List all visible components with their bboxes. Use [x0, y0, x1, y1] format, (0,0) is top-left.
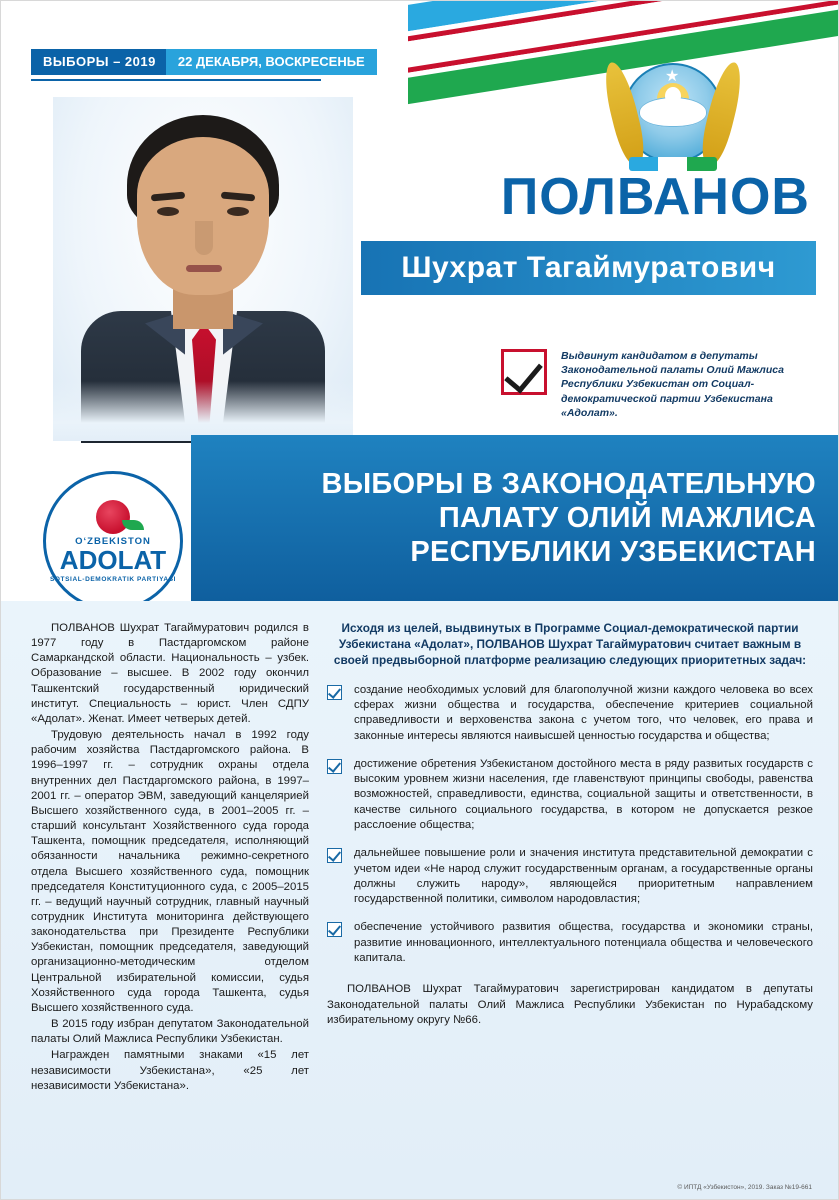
- platform-task-text: достижение обретения Узбекистаном достойного места в ряду развитых государств с высоким уровнем жизни населения, где главенствуют принципы свободы, равенства возможностей, справедливости, единства, социальной защиты и ответственности, в качестве сильного социального государства, в котором не допускается резкое расслоение общества;: [354, 757, 813, 832]
- candidate-surname: ПОЛВАНОВ: [500, 168, 810, 226]
- biography-paragraph: Награжден памятными знаками «15 лет независимости Узбекистана», «25 лет независимости Узбекистана».: [31, 1049, 309, 1092]
- biography-column: [31, 621, 309, 1095]
- election-date-label: 22 ДЕКАБРЯ, ВОСКРЕСЕНЬЕ: [166, 49, 377, 75]
- imprint-text: © ИПТД «Узбекистон», 2019. Заказ №19-661: [677, 1184, 812, 1191]
- platform-task-item: [327, 683, 813, 744]
- date-bar-underline: [31, 79, 321, 81]
- platform-task-text: создание необходимых условий для благополучной жизни каждого человека во всех сферах жизни общества и государства, обеспечение критериев социальной справедливости и верховенства закона с учетом того, что человек, его права и законные интересы являются наивысшей ценностью государства и общества;: [354, 683, 813, 742]
- checkmark-icon: [327, 685, 342, 700]
- checkmark-icon: [327, 848, 342, 863]
- platform-lead-text: Исходя из целей, выдвинутых в Программе Социал-демократической партии Узбекистана «Адолат», ПОЛВАНОВ Шухрат Тагаймуратович считает важным в своей предвыборной платформе реализацию следующих приоритетных задач:: [333, 621, 807, 667]
- main-banner: [191, 435, 839, 601]
- biography-paragraph: ПОЛВАНОВ Шухрат Тагаймуратович родился в 1977 году в Пастдаргомском районе Самаркандской области. Национальность – узбек. Образование – высшее. В 2002 году окончил Ташкентский государственный юридический институт. Специальность – юрист. Член СДПУ «Адолат». Женат. Имеет четверых детей.: [31, 622, 309, 725]
- rose-icon: [96, 500, 130, 534]
- ballot-checkmark-icon: [501, 349, 547, 395]
- party-name-label: ADOLAT: [59, 544, 167, 575]
- platform-column: [327, 621, 813, 1028]
- registration-statement: ПОЛВАНОВ Шухрат Тагаймуратович зарегистрирован кандидатом в депутаты Законодательной палаты Олий Мажлиса Республики Узбекистан по Нурабадскому избирательному округу №66.: [327, 983, 813, 1026]
- biography-paragraph: Трудовую деятельность начал в 1992 году рабочим хозяйства Пастдаргомского района. В 1996–1997 гг. – сотрудник охраны отдела внутренних дел Пастдаргомского района, в 1997–2001 гг. – оператор ЭВМ, заведующий канцелярией Высшего хозяйственного суда, в 2001–2005 гг. – старший консультант Хозяйственного суда города Ташкента, помощник председателя, исполняющий обязанности начальника режимно-секретного отдела Высшего хозяйственного суда, помощник председателя Конституционного суда, с 2005–2015 гг. – ведущий научный сотрудник, главный научный сотрудник Института мониторинга действующего законодательства при Президенте Республики Узбекистан, помощник председателя, заведующий организационно-методическим отделом Центральной избирательной комиссии, судья Хозяйственного суда города Ташкента, судья Высшего хозяйственного суда.: [31, 729, 309, 1014]
- platform-task-text: дальнейшее повышение роли и значения института представительной демократии с учетом идеи «Не народ служит государственным органам, а государственные органы должны служить народу», являющейся приоритетным направлением государственной политики, символом народовластия;: [354, 847, 813, 906]
- candidate-photo: [53, 97, 353, 441]
- checkmark-icon: [327, 759, 342, 774]
- elections-label: ВЫБОРЫ – 2019: [31, 49, 166, 75]
- party-logo-adolat: [43, 471, 183, 611]
- candidate-firstname-bar: [361, 241, 816, 295]
- party-subtitle-label: SOTSIAL-DEMOKRATIK PARTIYASI: [49, 575, 177, 583]
- party-country-label: O‘ZBEKISTON: [75, 535, 151, 547]
- election-date-bar: [31, 49, 377, 75]
- banner-line-1: ВЫБОРЫ В ЗАКОНОДАТЕЛЬНУЮ: [321, 467, 816, 500]
- platform-task-item: [327, 920, 813, 966]
- platform-task-text: обеспечение устойчивого развития общества, государства и экономики страны, развитие инновационного, интеллектуального потенциала общества и человеческого капитала.: [354, 921, 813, 964]
- nomination-block: [501, 349, 819, 420]
- biography-paragraph: В 2015 году избран депутатом Законодательной палаты Олий Мажлиса Республики Узбекистан.: [31, 1018, 309, 1046]
- banner-line-3: РЕСПУБЛИКИ УЗБЕКИСТАН: [410, 536, 816, 569]
- banner-line-2: ПАЛАТУ ОЛИЙ МАЖЛИСА: [438, 501, 816, 534]
- checkmark-icon: [327, 922, 342, 937]
- nomination-text: Выдвинут кандидатом в депутаты Законодательной палаты Олий Мажлиса Республики Узбекистан от Социал-демократической партии Узбекистана «Адолат».: [561, 350, 784, 419]
- platform-task-item: [327, 757, 813, 833]
- state-emblem-icon: ★: [613, 53, 733, 173]
- platform-task-item: [327, 846, 813, 907]
- candidate-firstname-patronymic: Шухрат Тагаймуратович: [401, 251, 776, 284]
